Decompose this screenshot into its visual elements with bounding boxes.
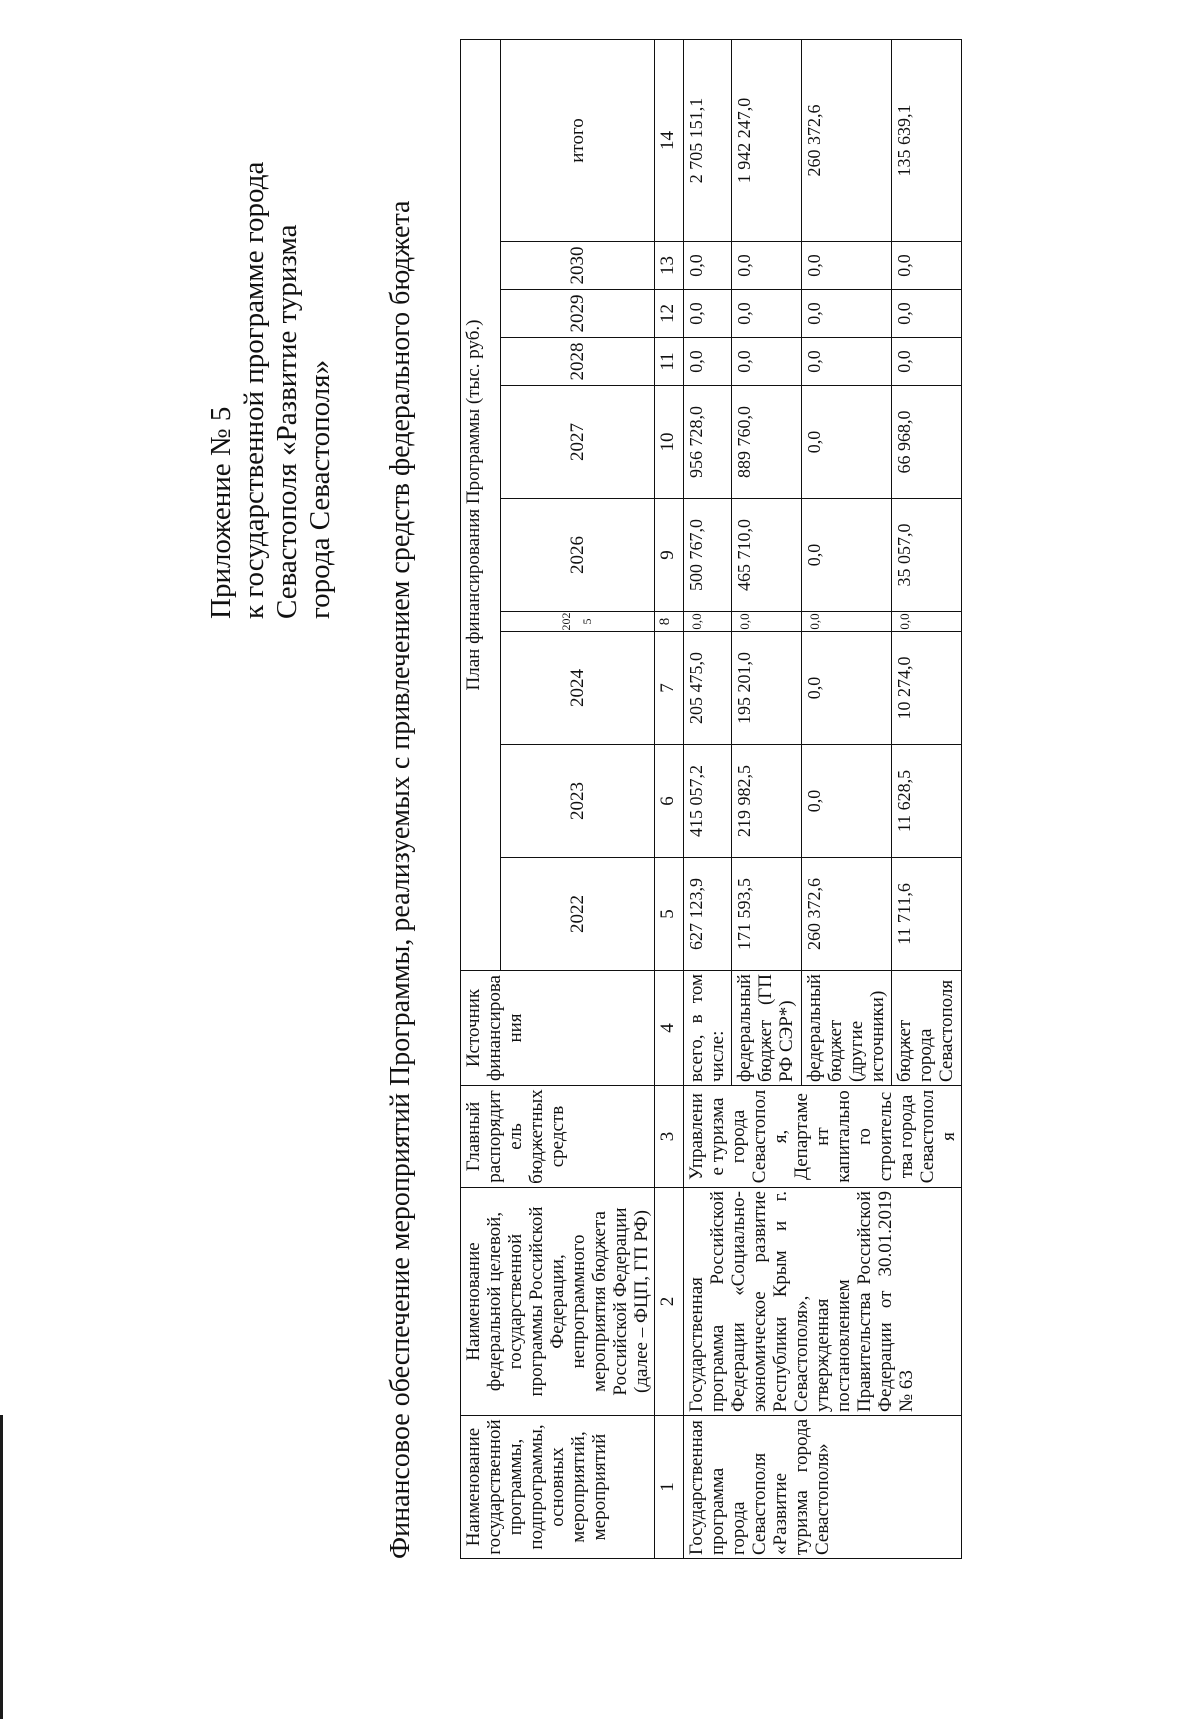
col-number: 7	[655, 632, 684, 745]
annex-header	[205, 39, 337, 619]
administrator-cell: Управление туризма города Севастополя, Департамент капитального строительства города Севастополя	[684, 1086, 962, 1188]
header-year-2029: 2029	[500, 290, 654, 338]
value-cell: 0,0	[732, 338, 802, 386]
col-number: 5	[655, 858, 684, 971]
annex-line-2: к государственной программе города	[238, 161, 270, 619]
value-cell: 35 057,0	[892, 499, 962, 612]
header-year-2024: 2024	[500, 632, 654, 745]
value-cell: 0,0	[801, 632, 892, 745]
source-cell: бюджет города Севастополя	[892, 971, 962, 1086]
value-cell-total: 2 705 151,1	[684, 40, 732, 242]
value-cell: 0,0	[801, 290, 892, 338]
header-year-2026: 2026	[500, 499, 654, 612]
col-number: 2	[655, 1188, 684, 1416]
header-year-2022: 2022	[500, 858, 654, 971]
value-cell: 0,0	[892, 338, 962, 386]
value-cell: 415 057,2	[684, 745, 732, 858]
value-cell: 0,0	[732, 290, 802, 338]
program-name-cell: Государственная программа города Севастополя «Развитие туризма города Севастополя»	[684, 1416, 962, 1559]
value-cell: 66 968,0	[892, 386, 962, 499]
header-administrator: Главный распорядитель бюджетных средств	[461, 1086, 655, 1188]
value-cell: 0,0	[801, 338, 892, 386]
value-cell-total: 135 639,1	[892, 40, 962, 242]
value-cell: 465 710,0	[732, 499, 802, 612]
header-financing-plan: План финансирования Программы (тыс. руб.)	[461, 40, 501, 971]
col-number: 8	[655, 612, 684, 632]
annex-line-3: Севастополя «Развитие туризма	[271, 224, 303, 619]
header-row-1	[461, 40, 501, 1559]
col-number: 12	[655, 290, 684, 338]
value-cell: 0,0	[684, 290, 732, 338]
table-row-total	[684, 40, 732, 1559]
value-cell: 500 767,0	[684, 499, 732, 612]
value-cell: 0,0	[892, 612, 962, 632]
column-number-row	[655, 40, 684, 1559]
value-cell: 171 593,5	[732, 858, 802, 971]
header-total: итого	[500, 40, 654, 242]
header-funding-source: Источник финансирования	[461, 971, 655, 1086]
col-number: 11	[655, 338, 684, 386]
value-cell: 627 123,9	[684, 858, 732, 971]
col-number: 1	[655, 1416, 684, 1559]
value-cell: 0,0	[801, 745, 892, 858]
value-cell: 956 728,0	[684, 386, 732, 499]
header-program-name: Наименование государственной программы, подпрограммы, основных мероприятий, мероприятий	[461, 1416, 655, 1559]
col-number: 3	[655, 1086, 684, 1188]
annex-line-4: города Севастополя»	[304, 359, 336, 619]
source-cell: всего, в том числе:	[684, 971, 732, 1086]
header-year-2025: 2025	[500, 612, 654, 632]
value-cell: 10 274,0	[892, 632, 962, 745]
value-cell: 11 628,5	[892, 745, 962, 858]
value-cell-total: 260 372,6	[801, 40, 892, 242]
annex-number: Приложение № 5	[205, 406, 237, 619]
col-number: 13	[655, 242, 684, 290]
header-year-2027: 2027	[500, 386, 654, 499]
value-cell: 0,0	[801, 242, 892, 290]
value-cell: 0,0	[732, 612, 802, 632]
value-cell-total: 1 942 247,0	[732, 40, 802, 242]
value-cell: 219 982,5	[732, 745, 802, 858]
header-year-2023: 2023	[500, 745, 654, 858]
federal-program-cell: Государственная программа Российской Федерации «Социально-экономическое развитие Республики Крым и г. Севастополя», утвержденная постановлением Правительства Российской Федерации от 30.01.2019 № 63	[684, 1188, 962, 1416]
value-cell: 205 475,0	[684, 632, 732, 745]
value-cell: 260 372,6	[801, 858, 892, 971]
source-cell: федеральный бюджет (ГП РФ СЭР*)	[732, 971, 802, 1086]
col-number: 6	[655, 745, 684, 858]
value-cell: 0,0	[892, 290, 962, 338]
header-year-2030: 2030	[500, 242, 654, 290]
value-cell: 195 201,0	[732, 632, 802, 745]
value-cell: 0,0	[732, 242, 802, 290]
value-cell: 0,0	[684, 338, 732, 386]
value-cell: 0,0	[801, 612, 892, 632]
value-cell: 889 760,0	[732, 386, 802, 499]
document-title: Финансовое обеспечение мероприятий Программы, реализуемых с привлечением средств федерального бюджета	[385, 200, 416, 1559]
value-cell: 11 711,6	[892, 858, 962, 971]
value-cell: 0,0	[801, 499, 892, 612]
col-number: 14	[655, 40, 684, 242]
financing-table	[460, 39, 962, 1559]
col-number: 9	[655, 499, 684, 612]
value-cell: 0,0	[684, 612, 732, 632]
col-number: 10	[655, 386, 684, 499]
value-cell: 0,0	[801, 386, 892, 499]
header-year-2028: 2028	[500, 338, 654, 386]
col-number: 4	[655, 971, 684, 1086]
value-cell: 0,0	[892, 242, 962, 290]
value-cell: 0,0	[684, 242, 732, 290]
header-federal-program: Наименование федеральной целевой, государственной программы Российской Федерации, непрограммного мероприятия бюджета Российской Федерации (далее – ФЦП, ГП РФ)	[461, 1188, 655, 1416]
source-cell: федеральный бюджет (другие источники)	[801, 971, 892, 1086]
